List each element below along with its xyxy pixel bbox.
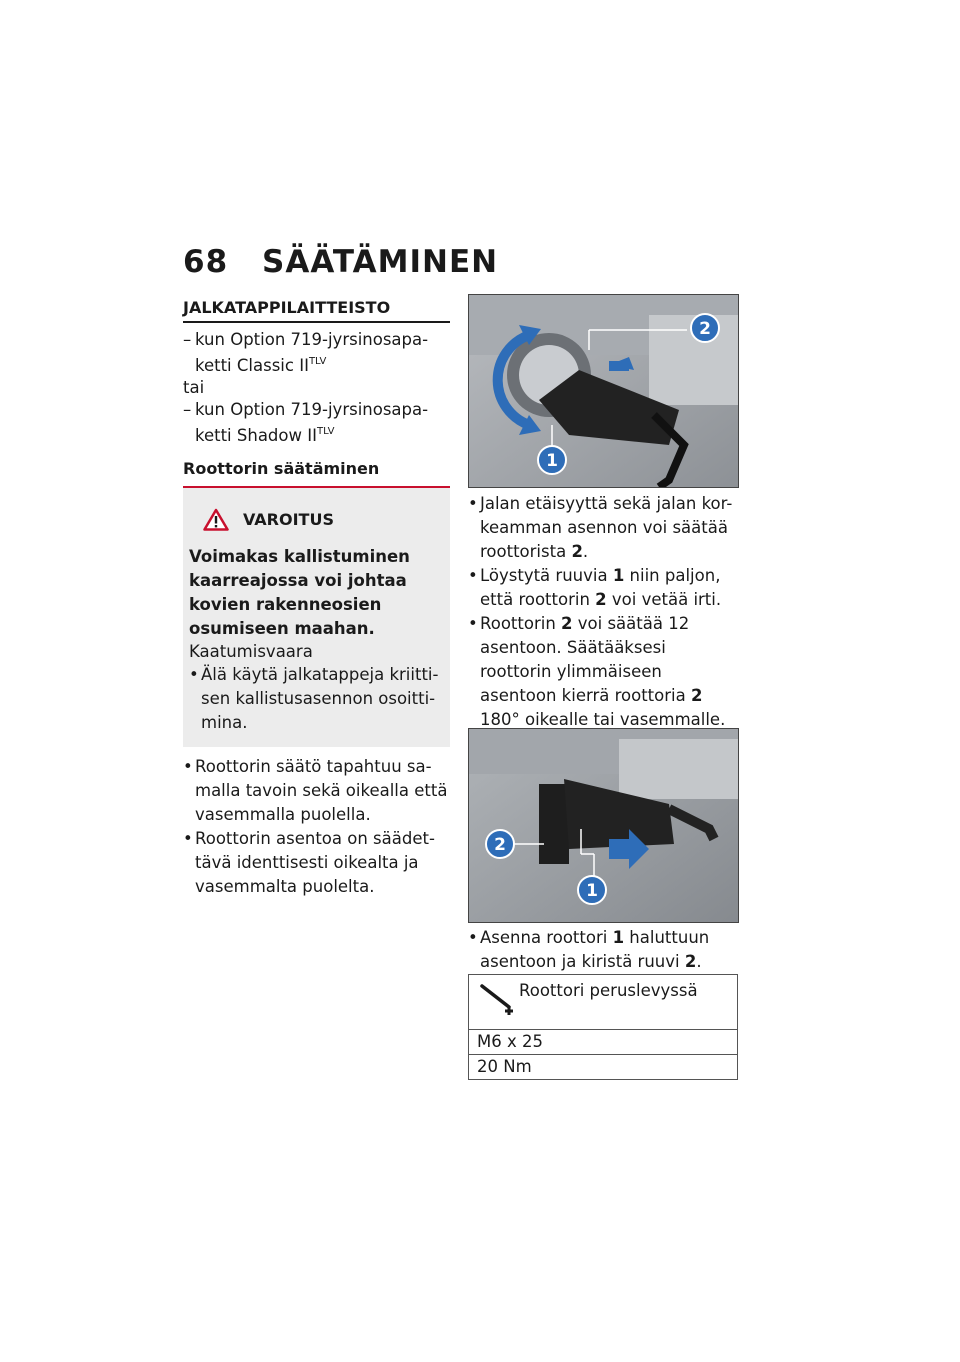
figure-label: 1 [586,881,598,901]
table-row: M6 x 25 [469,1030,737,1055]
sub-heading: Roottorin säätäminen [183,459,450,488]
chapter-title: SÄÄTÄMINEN [262,244,499,280]
footpeg-photo-2 [469,729,738,922]
torque-table-header [469,975,737,1030]
warning-bullet: • Älä käytä jalkatappeja kriitti-sen kallistusasennon osoitti-mina. [189,663,444,735]
figure-label: 2 [699,319,711,339]
left-column [183,298,450,899]
list-item: • Löystytä ruuvia 1 niin paljon, että roottorin 2 voi vetää irti. [468,564,738,612]
list-item: • Roottorin säätö tapahtuu sa-malla tavoin sekä oikealla että vasemmalla puolella. [183,755,450,827]
right-list-1 [468,492,738,732]
footpeg-photo-1 [469,295,738,487]
figure-label: 1 [546,451,558,471]
section-heading: JALKATAPPILAITTEISTO [183,298,450,323]
warning-statement: Voimakas kallistuminen kaarreajossa voi johtaa kovien rakenneosien osumiseen maahan. [189,547,410,638]
condition-2: – kun Option 719-jyrsinosapa- ketti Shadow $II^{TLV}$ [183,400,429,445]
warning-title: VAROITUS [203,508,444,531]
torque-table-title: Roottori peruslevyssä [519,981,698,1000]
figure-rotor-adjust [468,294,739,488]
figure-label: 2 [494,835,506,855]
list-item: • Jalan etäisyyttä sekä jalan kor-keamman asennon voi säätää roottorista 2. [468,492,738,564]
list-item: • Asenna roottori 1 haluttuun asentoon ja kiristä ruuvi 2. [468,926,738,974]
warning-cause: Kaatumisvaara [189,642,313,661]
warning-box [183,488,450,747]
table-row: 20 Nm [477,1057,532,1076]
list-item: • Roottorin 2 voi säätää 12 asentoon. Säätääksesi roottorin ylimmäiseen asentoon kierrä roottoria 2 180° oikealle tai vasemmalle. [468,612,738,732]
page-number: 68 [183,244,229,280]
or-text: tai [183,378,205,397]
warning-triangle-icon [203,508,229,531]
condition-1: – kun Option 719-jyrsinosapa- ketti Classic $II^{TLV}$ [183,330,429,375]
list-item: • Roottorin asentoa on säädet-tävä identtisesti oikealta ja vasemmalta puolelta. [183,827,450,899]
torque-wrench-icon [479,981,517,1017]
torque-table [468,974,738,1080]
right-list-2 [468,926,738,974]
figure-rotor-install [468,728,739,923]
